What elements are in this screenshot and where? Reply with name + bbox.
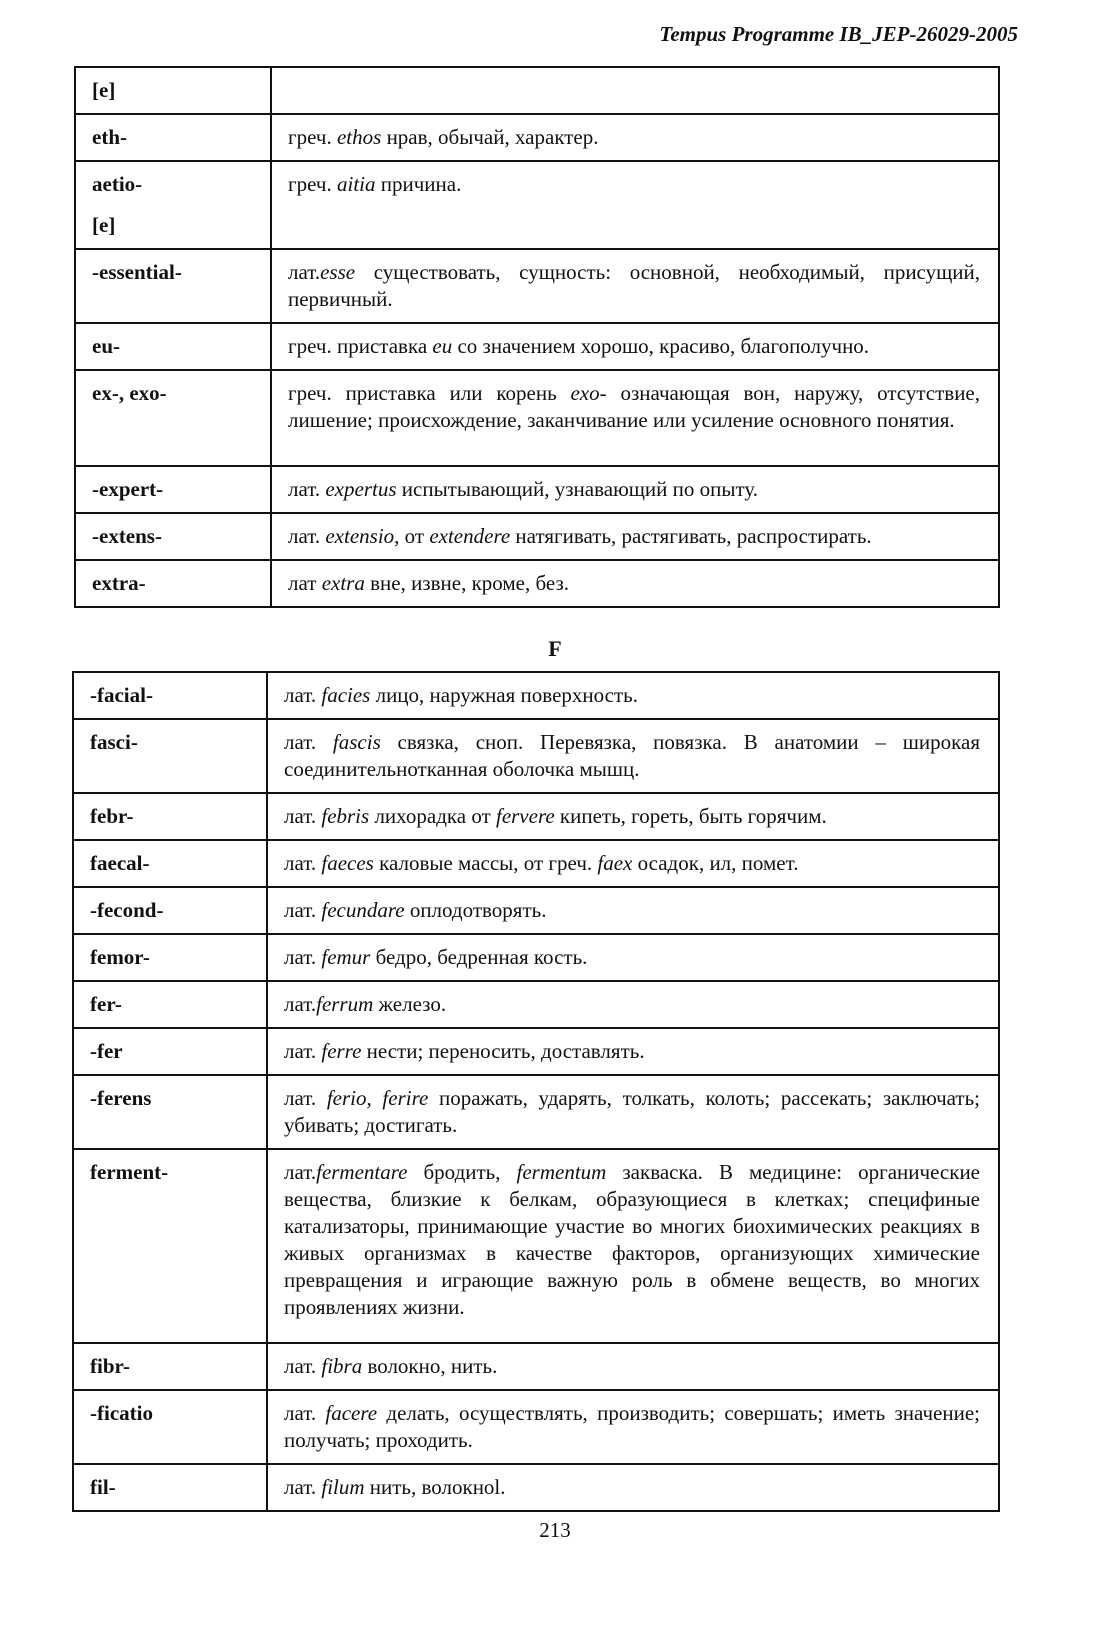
definition-text: кипеть, гореть, быть горячим. — [554, 804, 827, 828]
definition-text: , от — [394, 524, 430, 548]
term: eu- — [92, 334, 120, 358]
term-cell — [73, 672, 267, 719]
term: ferment- — [90, 1160, 169, 1184]
term: -ficatio — [90, 1401, 153, 1425]
definition-italic-word: aitia — [336, 172, 376, 196]
definition-text: осадок, ил, помет. — [632, 851, 799, 875]
definition-cell — [267, 934, 999, 981]
definition-italic-word: extensio — [325, 524, 395, 548]
glossary-row — [73, 887, 999, 934]
definition-italic-word: fermentare — [316, 1160, 408, 1184]
definition-cell — [271, 466, 999, 513]
glossary-table-f — [72, 671, 1000, 1512]
glossary-row — [75, 161, 999, 249]
definition-text: лат. — [284, 898, 322, 922]
definition-text: каловые массы, от греч. — [373, 851, 598, 875]
glossary-row — [73, 934, 999, 981]
term-cell — [75, 114, 271, 161]
definition-italic-word: femur — [321, 945, 371, 969]
definition-text: натягивать, растягивать, распростирать. — [510, 524, 872, 548]
definition-italic-word: exo- — [570, 381, 607, 405]
definition-italic-word: expertus — [325, 477, 397, 501]
definition-italic-word: filum — [321, 1475, 365, 1499]
definition-cell — [271, 67, 999, 114]
glossary-row — [75, 560, 999, 607]
glossary-row — [73, 1149, 999, 1343]
definition-text: закваска. В медицине: органические вещества, близкие к белкам, образующиеся в клетках; специфиные катализаторы, принимающие участие во многих биохимических реакциях в живых организмах в качестве факторов, организующих химические превращения и играющие важную роль в обмене веществ, во многих проявлениях жизни. — [284, 1160, 980, 1319]
definition-cell — [267, 672, 999, 719]
glossary-row — [73, 719, 999, 793]
definition-cell — [271, 513, 999, 560]
term: fasci- — [90, 730, 138, 754]
definition-text: поражать, ударять, толкать, колоть; рассекать; заключать; убивать; достигать. — [284, 1086, 980, 1137]
term-cell — [75, 513, 271, 560]
definition-text: лат. — [284, 1475, 322, 1499]
term-cell — [73, 1390, 267, 1464]
definition-text: лат. — [284, 1401, 326, 1425]
definition-text: лат. — [288, 260, 321, 284]
term-cell — [73, 934, 267, 981]
definition-cell — [271, 323, 999, 370]
term-cell — [75, 323, 271, 370]
term-cell — [75, 249, 271, 323]
definition-text: железо. — [373, 992, 447, 1016]
term-cell — [73, 719, 267, 793]
definition-cell — [267, 719, 999, 793]
definition-italic-word: facere — [325, 1401, 378, 1425]
definition-cell — [267, 887, 999, 934]
definition-text: вне, извне, кроме, без. — [364, 571, 570, 595]
definition-italic-word: fecundare — [321, 898, 405, 922]
term: -expert- — [92, 477, 164, 501]
definition-text: лат. — [284, 683, 322, 707]
definition-italic-word: fermentum — [516, 1160, 607, 1184]
definition-italic-word: facies — [321, 683, 371, 707]
term-cell — [73, 793, 267, 840]
definition-text: нрав, обычай, характер. — [381, 125, 599, 149]
glossary-row — [73, 1464, 999, 1511]
term-cell — [73, 1075, 267, 1149]
definition-text: лат. — [284, 1160, 317, 1184]
term: faecal- — [90, 851, 150, 875]
definition-cell — [267, 1390, 999, 1464]
glossary-row — [75, 67, 999, 114]
definition-text: греч. приставка или корень — [288, 381, 571, 405]
definition-text: лат. — [288, 524, 326, 548]
definition-italic-word: extendere — [429, 524, 511, 548]
definition-cell — [267, 793, 999, 840]
glossary-row — [75, 513, 999, 560]
definition-italic-word: fascis — [332, 730, 381, 754]
term-cell — [75, 370, 271, 466]
page-number: 213 — [539, 1518, 571, 1542]
term-cell — [75, 161, 271, 249]
definition-text: греч. — [288, 172, 337, 196]
definition-text: бродить, — [407, 1160, 517, 1184]
term: fibr- — [90, 1354, 131, 1378]
term: [e] — [92, 213, 116, 237]
definition-cell — [267, 840, 999, 887]
definition-cell — [267, 1343, 999, 1390]
glossary-row — [73, 1075, 999, 1149]
term: fer- — [90, 992, 122, 1016]
definition-cell — [267, 1028, 999, 1075]
definition-text: волокно, нить. — [362, 1354, 498, 1378]
term: -fer — [90, 1039, 123, 1063]
glossary-row — [73, 1028, 999, 1075]
glossary-row — [75, 370, 999, 466]
definition-text: лихорадка от — [369, 804, 496, 828]
definition-cell — [267, 1149, 999, 1343]
definition-italic-word: fervere — [495, 804, 555, 828]
definition-text: лат. — [284, 730, 333, 754]
glossary-row — [75, 466, 999, 513]
running-header: Tempus Programme IB_JEP-26029-2005 — [659, 22, 1018, 46]
term-cell — [73, 1028, 267, 1075]
glossary-row — [73, 672, 999, 719]
definition-text: оплодотворять. — [404, 898, 547, 922]
term-cell — [75, 560, 271, 607]
term-cell — [75, 466, 271, 513]
definition-text: испытывающий, узнавающий по опыту. — [396, 477, 759, 501]
term: fil- — [90, 1475, 116, 1499]
term-cell — [73, 887, 267, 934]
term: ex-, exo- — [92, 381, 167, 405]
term-cell — [73, 1343, 267, 1390]
definition-text: существовать, сущность: основной, необходимый, присущий, первичный. — [288, 260, 980, 311]
definition-text: лат. — [284, 1039, 322, 1063]
glossary-row — [75, 249, 999, 323]
term: extra- — [92, 571, 146, 595]
definition-text: связка, сноп. Перевязка, повязка. В анатомии – широкая соединительнотканная оболочка мышц. — [284, 730, 980, 781]
definition-text: нести; переносить, доставлять. — [361, 1039, 645, 1063]
definition-text: лицо, наружная поверхность. — [370, 683, 638, 707]
term-cell — [75, 67, 271, 114]
glossary-row — [75, 114, 999, 161]
term: -essential- — [92, 260, 182, 284]
term-cell — [73, 981, 267, 1028]
definition-italic-word: ferio, ferire — [326, 1086, 429, 1110]
term: febr- — [90, 804, 134, 828]
term: -facial- — [90, 683, 153, 707]
definition-cell — [267, 1075, 999, 1149]
definition-text: лат. — [284, 804, 322, 828]
definition-cell — [271, 560, 999, 607]
definition-text: лат. — [284, 945, 322, 969]
term: eth- — [92, 125, 127, 149]
definition-cell — [267, 1464, 999, 1511]
definition-text: лат. — [284, 1354, 322, 1378]
definition-italic-word: febris — [321, 804, 370, 828]
definition-text: греч. приставка — [288, 334, 433, 358]
definition-text: делать, осуществлять, производить; совершать; иметь значение; получать; проходить. — [284, 1401, 981, 1452]
definition-text: лат. — [284, 1086, 327, 1110]
definition-cell — [271, 249, 999, 323]
definition-italic-word: ethos — [336, 125, 382, 149]
definition-italic-word: ferre — [321, 1039, 362, 1063]
term-cell — [73, 1464, 267, 1511]
definition-text: со значением хорошо, красиво, благополучно. — [452, 334, 870, 358]
definition-text: бедро, бедренная кость. — [370, 945, 588, 969]
definition-italic-word: ferrum — [316, 992, 374, 1016]
definition-text: причина. — [375, 172, 462, 196]
definition-text: нить, волокноl. — [364, 1475, 506, 1499]
definition-italic-word: eu — [432, 334, 453, 358]
definition-italic-word: fibra — [321, 1354, 363, 1378]
glossary-row — [73, 840, 999, 887]
definition-text: лат. — [288, 477, 326, 501]
definition-italic-word: esse — [320, 260, 356, 284]
term-cell — [73, 1149, 267, 1343]
term: aetio- — [92, 172, 143, 196]
definition-italic-word: faex — [597, 851, 633, 875]
definition-text: означающая вон, наружу, отсутствие, лишение; происхождение, заканчивание или усиление основного понятия. — [288, 381, 980, 432]
term-cell — [73, 840, 267, 887]
glossary-row — [73, 981, 999, 1028]
term: -fecond- — [90, 898, 164, 922]
term: -ferens — [90, 1086, 152, 1110]
definition-cell — [267, 981, 999, 1028]
glossary-row — [73, 793, 999, 840]
definition-text: греч. — [288, 125, 337, 149]
definition-cell — [271, 370, 999, 466]
term: -extens- — [92, 524, 162, 548]
section-letter: F — [548, 636, 562, 661]
definition-cell — [271, 161, 999, 249]
definition-text: лат. — [284, 992, 317, 1016]
definition-cell — [271, 114, 999, 161]
glossary-row — [75, 323, 999, 370]
term: femor- — [90, 945, 150, 969]
term: [e] — [92, 78, 116, 102]
definition-italic-word: faeces — [321, 851, 374, 875]
definition-text: лат. — [284, 851, 322, 875]
glossary-row — [73, 1343, 999, 1390]
glossary-table-e — [74, 66, 1000, 608]
definition-text: лат — [288, 571, 322, 595]
definition-italic-word: extra — [321, 571, 365, 595]
glossary-row — [73, 1390, 999, 1464]
